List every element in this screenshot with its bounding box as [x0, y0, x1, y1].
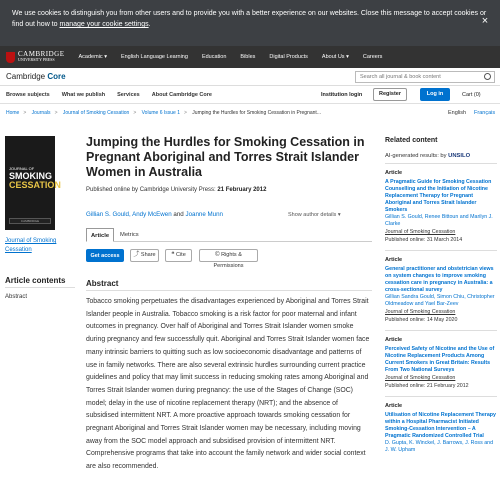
copyright-icon: ©: [215, 252, 220, 258]
related-item: [385, 163, 497, 244]
related-type: Article: [385, 403, 403, 409]
published-info: [86, 187, 266, 193]
cite-label: Cite: [175, 252, 186, 258]
related-title-link[interactable]: General practitioner and obstetrician views on system changes to improve smoking cessation care in pregnancy in Australia: a cross-sectional survey: [385, 266, 494, 293]
language-switcher: [448, 110, 495, 116]
abstract-heading: Abstract: [86, 279, 119, 288]
article-contents-heading: Article contents: [5, 276, 66, 285]
breadcrumb-current: Jumping the Hurdles for Smoking Cessation in Pregnant...: [192, 110, 321, 116]
related-authors[interactable]: Gillian Sandra Gould, Simon Chiu, Christopher Oldmeadow and Yael Bar-Zeev: [385, 294, 495, 307]
nav-bibles[interactable]: Bibles: [240, 54, 256, 60]
lang-english[interactable]: English: [448, 110, 467, 116]
related-list: [385, 163, 497, 460]
related-date: Published online: 31 March 2014: [385, 237, 463, 243]
search-placeholder: Search all journal & book content: [360, 74, 441, 80]
cover-publisher: CAMBRIDGE: [9, 218, 51, 224]
related-title-link[interactable]: A Pragmatic Guide for Smoking Cessation Counselling and the Initiation of Nicotine Replacement Therapy for Pregnant Aboriginal and Torres Strait Islander Smokers: [385, 179, 492, 213]
logo-line2: UNIVERSITY PRESS: [18, 57, 55, 62]
sub-nav: [0, 86, 500, 104]
unsilo-link[interactable]: UNSILO: [448, 153, 471, 159]
authors-and: and: [173, 211, 184, 218]
breadcrumb-journals[interactable]: Journals: [31, 110, 51, 116]
related-item: [385, 250, 497, 324]
journal-link[interactable]: Journal of Smoking Cessation: [5, 238, 57, 253]
login-button[interactable]: Log in: [420, 88, 450, 101]
author-link[interactable]: Gillian S. Gould: [86, 211, 129, 218]
related-authors[interactable]: Gillian S. Gould, Renee Bittoun and Marilyn J. Clarke: [385, 214, 493, 227]
related-item: [385, 330, 497, 390]
subnav-about-cambridge-core[interactable]: About Cambridge Core: [151, 91, 212, 98]
divider: [5, 287, 75, 288]
quote-icon: ❝: [171, 252, 175, 258]
article-contents-abstract[interactable]: Abstract: [5, 294, 28, 300]
journal-cover[interactable]: [5, 136, 61, 230]
close-icon[interactable]: ×: [481, 15, 489, 27]
author-link[interactable]: Joanne Munn: [185, 211, 223, 218]
breadcrumb: Home > Journals > Journal of Smoking Cessation > Volume 6 Issue 1 > Jumping the Hurdles for Smoking Cessation in Pregnant...: [6, 110, 321, 116]
published-prefix: Published online by Cambridge University Press:: [86, 187, 216, 193]
nav-education[interactable]: Education: [201, 54, 227, 60]
brand-suffix: Core: [47, 72, 66, 81]
cart-link[interactable]: Cart (0): [462, 92, 481, 98]
cookie-text-end: .: [148, 21, 151, 28]
nav-careers[interactable]: Careers: [362, 54, 383, 60]
related-item: [385, 396, 497, 454]
related-title-link[interactable]: Perceived Safety of Nicotine and the Use of Nicotine Replacement Products Among Current Smokers in Great Britain: Results From Two National Surveys: [385, 346, 495, 373]
related-type: Article: [385, 170, 403, 176]
subnav-what-we-publish[interactable]: What we publish: [61, 91, 106, 98]
cover-journal-of: JOURNAL OF: [9, 166, 35, 171]
share-icon: ⤴: [133, 252, 140, 258]
authors: Gillian S. Gould, Andy McEwen and Joanne Munn: [86, 211, 223, 218]
cambridge-logo[interactable]: [6, 51, 65, 63]
cover-title: [9, 172, 61, 190]
top-nav: [0, 46, 500, 68]
cover-word2: CESSATION: [9, 180, 61, 190]
article-tabs: [86, 228, 372, 242]
tab-article[interactable]: Article: [86, 228, 114, 242]
related-subtitle-prefix: AI-generated results: by: [385, 153, 447, 159]
subnav-services[interactable]: Services: [117, 91, 140, 98]
article-title: Jumping the Hurdles for Smoking Cessation in Pregnant Aboriginal and Torres Strait Islander Women in Australia: [86, 135, 365, 179]
related-journal-link[interactable]: Journal of Smoking Cessation: [385, 375, 456, 381]
brand-prefix: Cambridge: [6, 72, 46, 81]
search-icon[interactable]: [484, 73, 491, 80]
lang-french[interactable]: Français: [474, 110, 496, 116]
cambridge-core-logo[interactable]: [6, 72, 66, 81]
core-header: [0, 68, 500, 86]
related-journal-link[interactable]: Journal of Smoking Cessation: [385, 309, 456, 315]
related-type: Article: [385, 337, 403, 343]
related-journal-link[interactable]: Journal of Smoking Cessation: [385, 229, 456, 235]
logo-line1: CAMBRIDGE: [18, 50, 65, 58]
cover-word1: SMOKING: [9, 171, 53, 181]
show-author-details[interactable]: Show author details ▾: [288, 212, 341, 218]
related-date: Published online: 21 February 2012: [385, 383, 469, 389]
related-type: Article: [385, 257, 403, 263]
register-button[interactable]: Register: [373, 88, 407, 101]
abstract-text: Tobacco smoking perpetuates the disadvantages experienced by Aboriginal and Torres Strait Islander people in Australia. Tobacco smoking is a risk factor for poor maternal and infant outcomes in pregnancy. Over half of Aboriginal and Torres Strait Islander women smoke during pregnancy and few successfully quit. Aboriginal and Torres Strait Islander women face many intrinsic barriers to quitting such as low socioeconomic disadvantage and patterns of use in family networks. There are also several extrinsic hurdles surrounding current practice guidelines and policy that may limit success in reducing smoking rates among Aboriginal and Torres Strait Islander women during pregnancy: the use of the Stages of Change (SOC) model; delay in the use of nicotine replacement therapy (NRT); and the absence of subsidised intermittent NRT. A more proactive approach towards smoking cessation for pregnant Aboriginal and Torres Strait Islander women may be necessary, including moving away from the SOC model approach and subsidised provision of intermittent NRT. Comprehensive programs that take into account the family network and wider social context are also recommended.: [86, 298, 370, 471]
nav-academic[interactable]: Academic ▾: [78, 54, 107, 60]
breadcrumb-home[interactable]: Home: [6, 110, 20, 116]
share-button[interactable]: [130, 249, 159, 262]
tab-metrics[interactable]: Metrics: [120, 232, 139, 238]
search-input[interactable]: [355, 71, 495, 83]
cookie-banner: [0, 0, 500, 46]
related-title-link[interactable]: Utilisation of Nicotine Replacement Therapy within a Hospital Pharmacist Initiated Smoking-Cessation Intervention – A Pragmatic Randomized Controlled Trial: [385, 412, 496, 439]
author-link[interactable]: Andy McEwen: [132, 211, 172, 218]
get-access-button[interactable]: Get access: [86, 249, 124, 262]
related-date: Published online: 14 May 2020: [385, 317, 458, 323]
cookie-settings-link[interactable]: manage your cookie settings: [59, 21, 149, 28]
nav-english-language-learning[interactable]: English Language Learning: [120, 54, 188, 60]
rights-permissions-button[interactable]: [199, 249, 258, 269]
published-date: 21 February 2012: [217, 187, 267, 193]
nav-digital-products[interactable]: Digital Products: [269, 54, 308, 60]
share-label: Share: [140, 252, 156, 258]
related-subtitle: [385, 153, 470, 159]
subnav-browse-subjects[interactable]: Browse subjects: [6, 91, 50, 98]
cookie-text: We use cookies to distinguish you from other users and to provide you with a better experience on our websites. Close this message to accept cookies or find out how to: [12, 10, 487, 28]
related-authors[interactable]: D. Gupta, K. Winckel, J. Barrows, J. Ross and J. W. Upham: [385, 440, 494, 453]
nav-about-us[interactable]: About Us ▾: [321, 54, 349, 60]
cite-button[interactable]: [165, 249, 192, 262]
related-content-heading: Related content: [385, 137, 438, 144]
breadcrumb-journal[interactable]: Journal of Smoking Cessation: [62, 110, 130, 116]
divider: [86, 290, 372, 291]
shield-icon: [6, 52, 15, 63]
rights-label: Rights & Permissions: [213, 252, 244, 269]
breadcrumb-volume[interactable]: Volume 6 Issue 1: [141, 110, 180, 116]
institution-login[interactable]: Institution login: [321, 92, 363, 98]
